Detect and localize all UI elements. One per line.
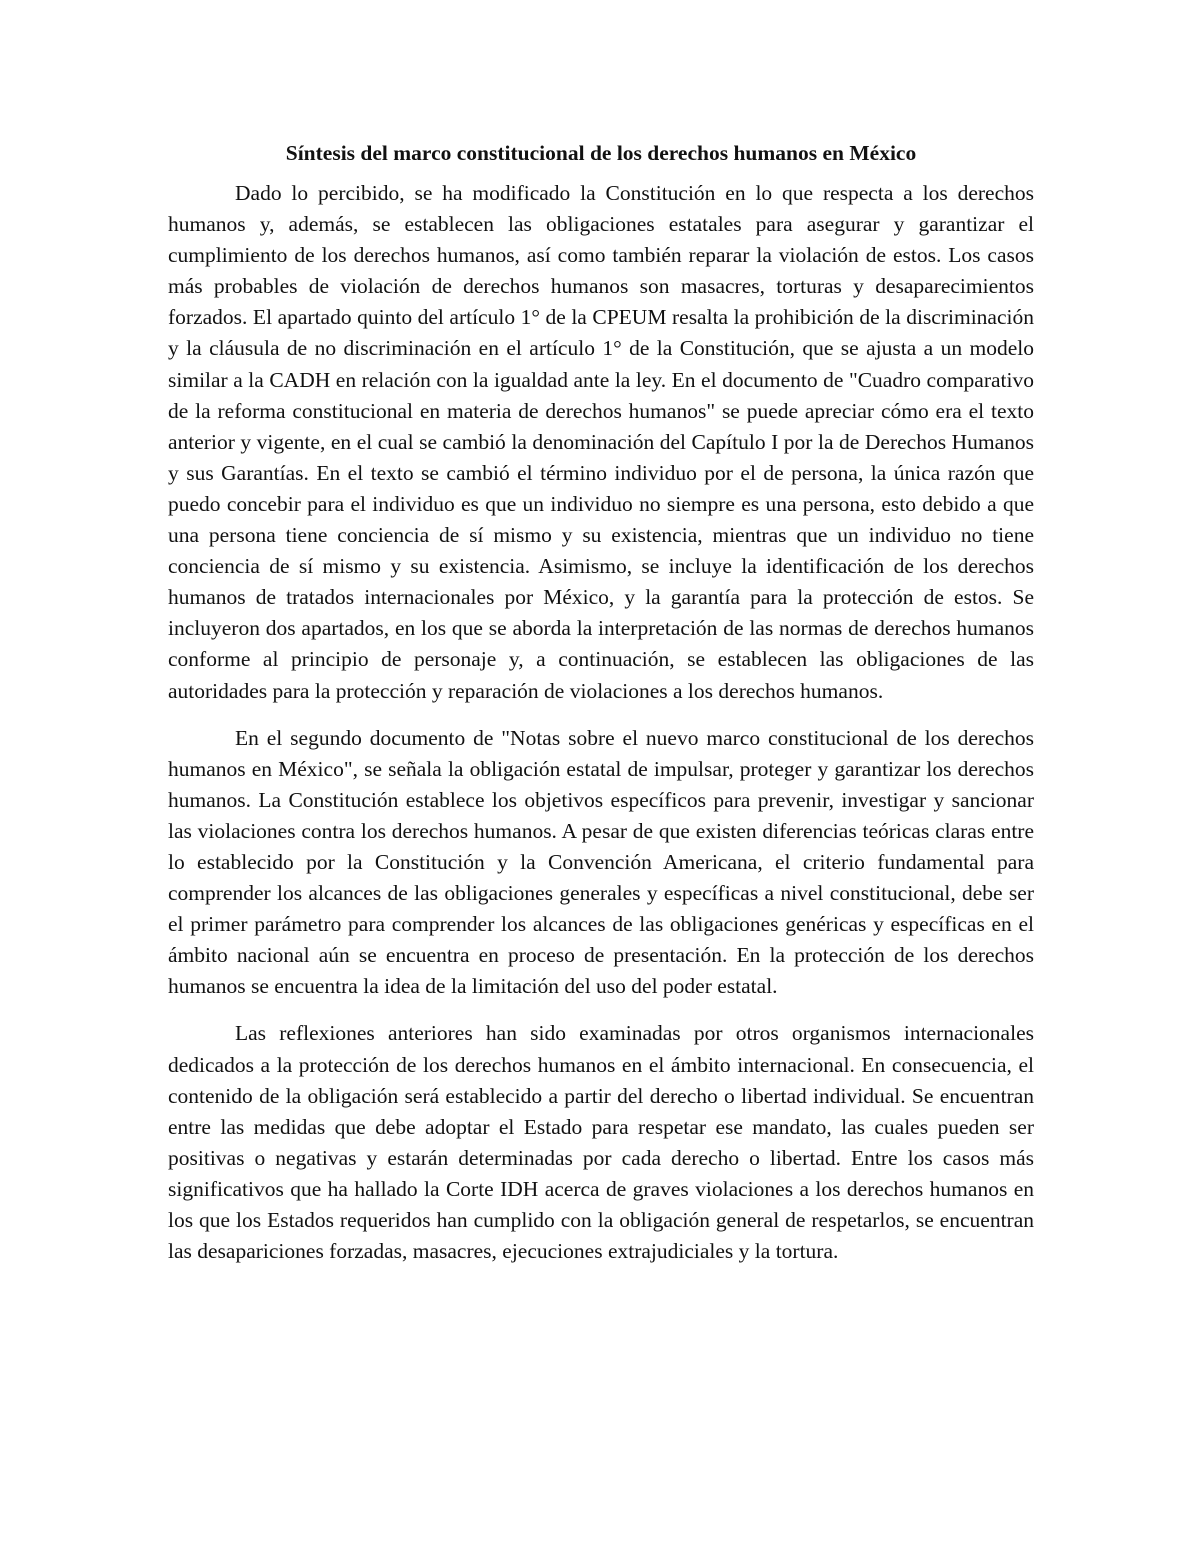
document-body (168, 138, 1034, 1283)
paragraph-2: En el segundo documento de "Notas sobre el nuevo marco constitucional de los derechos humanos en México", se señala la obligación estatal de impulsar, proteger y garantizar los derechos humanos. La Constitución establece los objetivos específicos para prevenir, investigar y sancionar las violaciones contra los derechos humanos. A pesar de que existen diferencias teóricas claras entre lo establecido por la Constitución y la Convención Americana, el criterio fundamental para comprender los alcances de las obligaciones generales y específicas a nivel constitucional, debe ser el primer parámetro para comprender los alcances de las obligaciones genéricas y específicas en el ámbito nacional aún se encuentra en proceso de presentación. En la protección de los derechos humanos se encuentra la idea de la limitación del uso del poder estatal. (168, 725, 1034, 999)
paragraph-3: Las reflexiones anteriores han sido examinadas por otros organismos internacionales dedicados a la protección de los derechos humanos en el ámbito internacional. En consecuencia, el contenido de la obligación será establecido a partir del derecho o libertad individual. Se encuentran entre las medidas que debe adoptar el Estado para respetar ese mandato, las cuales pueden ser positivas o negativas y estarán determinadas por cada derecho o libertad. Entre los casos más significativos que ha hallado la Corte IDH acerca de graves violaciones a los derechos humanos en los que los Estados requeridos han cumplido con la obligación general de respetarlos, se encuentran las desapariciones forzadas, masacres, ejecuciones extrajudiciales y la tortura. (168, 1021, 1034, 1264)
paragraph-1: Dado lo percibido, se ha modificado la Constitución en lo que respecta a los derechos humanos y, además, se establecen las obligaciones estatales para asegurar y garantizar el cumplimiento de los derechos humanos, así como también reparar la violación de estos. Los casos más probables de violación de derechos humanos son masacres, torturas y desaparecimientos forzados. El apartado quinto del artículo 1° de la CPEUM resalta la prohibición de la discriminación y la cláusula de no discriminación en el artículo 1° de la Constitución, que se ajusta a un modelo similar a la CADH en relación con la igualdad ante la ley. En el documento de "Cuadro comparativo de la reforma constitucional en materia de derechos humanos" se puede apreciar cómo era el texto anterior y vigente, en el cual se cambió la denominación del Capítulo I por la de Derechos Humanos y sus Garantías. En el texto se cambió el término individuo por el de persona, la única razón que puedo concebir para el individuo es que un individuo no siempre es una persona, esto debido a que una persona tiene conciencia de sí mismo y su existencia, mientras que un individuo no tiene conciencia de sí mismo y su existencia. Asimismo, se incluye la identificación de los derechos humanos de tratados internacionales por México, y la garantía para la protección de estos. Se incluyeron dos apartados, en los que se aborda la interpretación de las normas de derechos humanos conforme al principio de personaje y, a continuación, se establecen las obligaciones de las autoridades para la protección y reparación de violaciones a los derechos humanos. (168, 181, 1034, 703)
document-title: Síntesis del marco constitucional de los derechos humanos en México (285, 141, 917, 165)
